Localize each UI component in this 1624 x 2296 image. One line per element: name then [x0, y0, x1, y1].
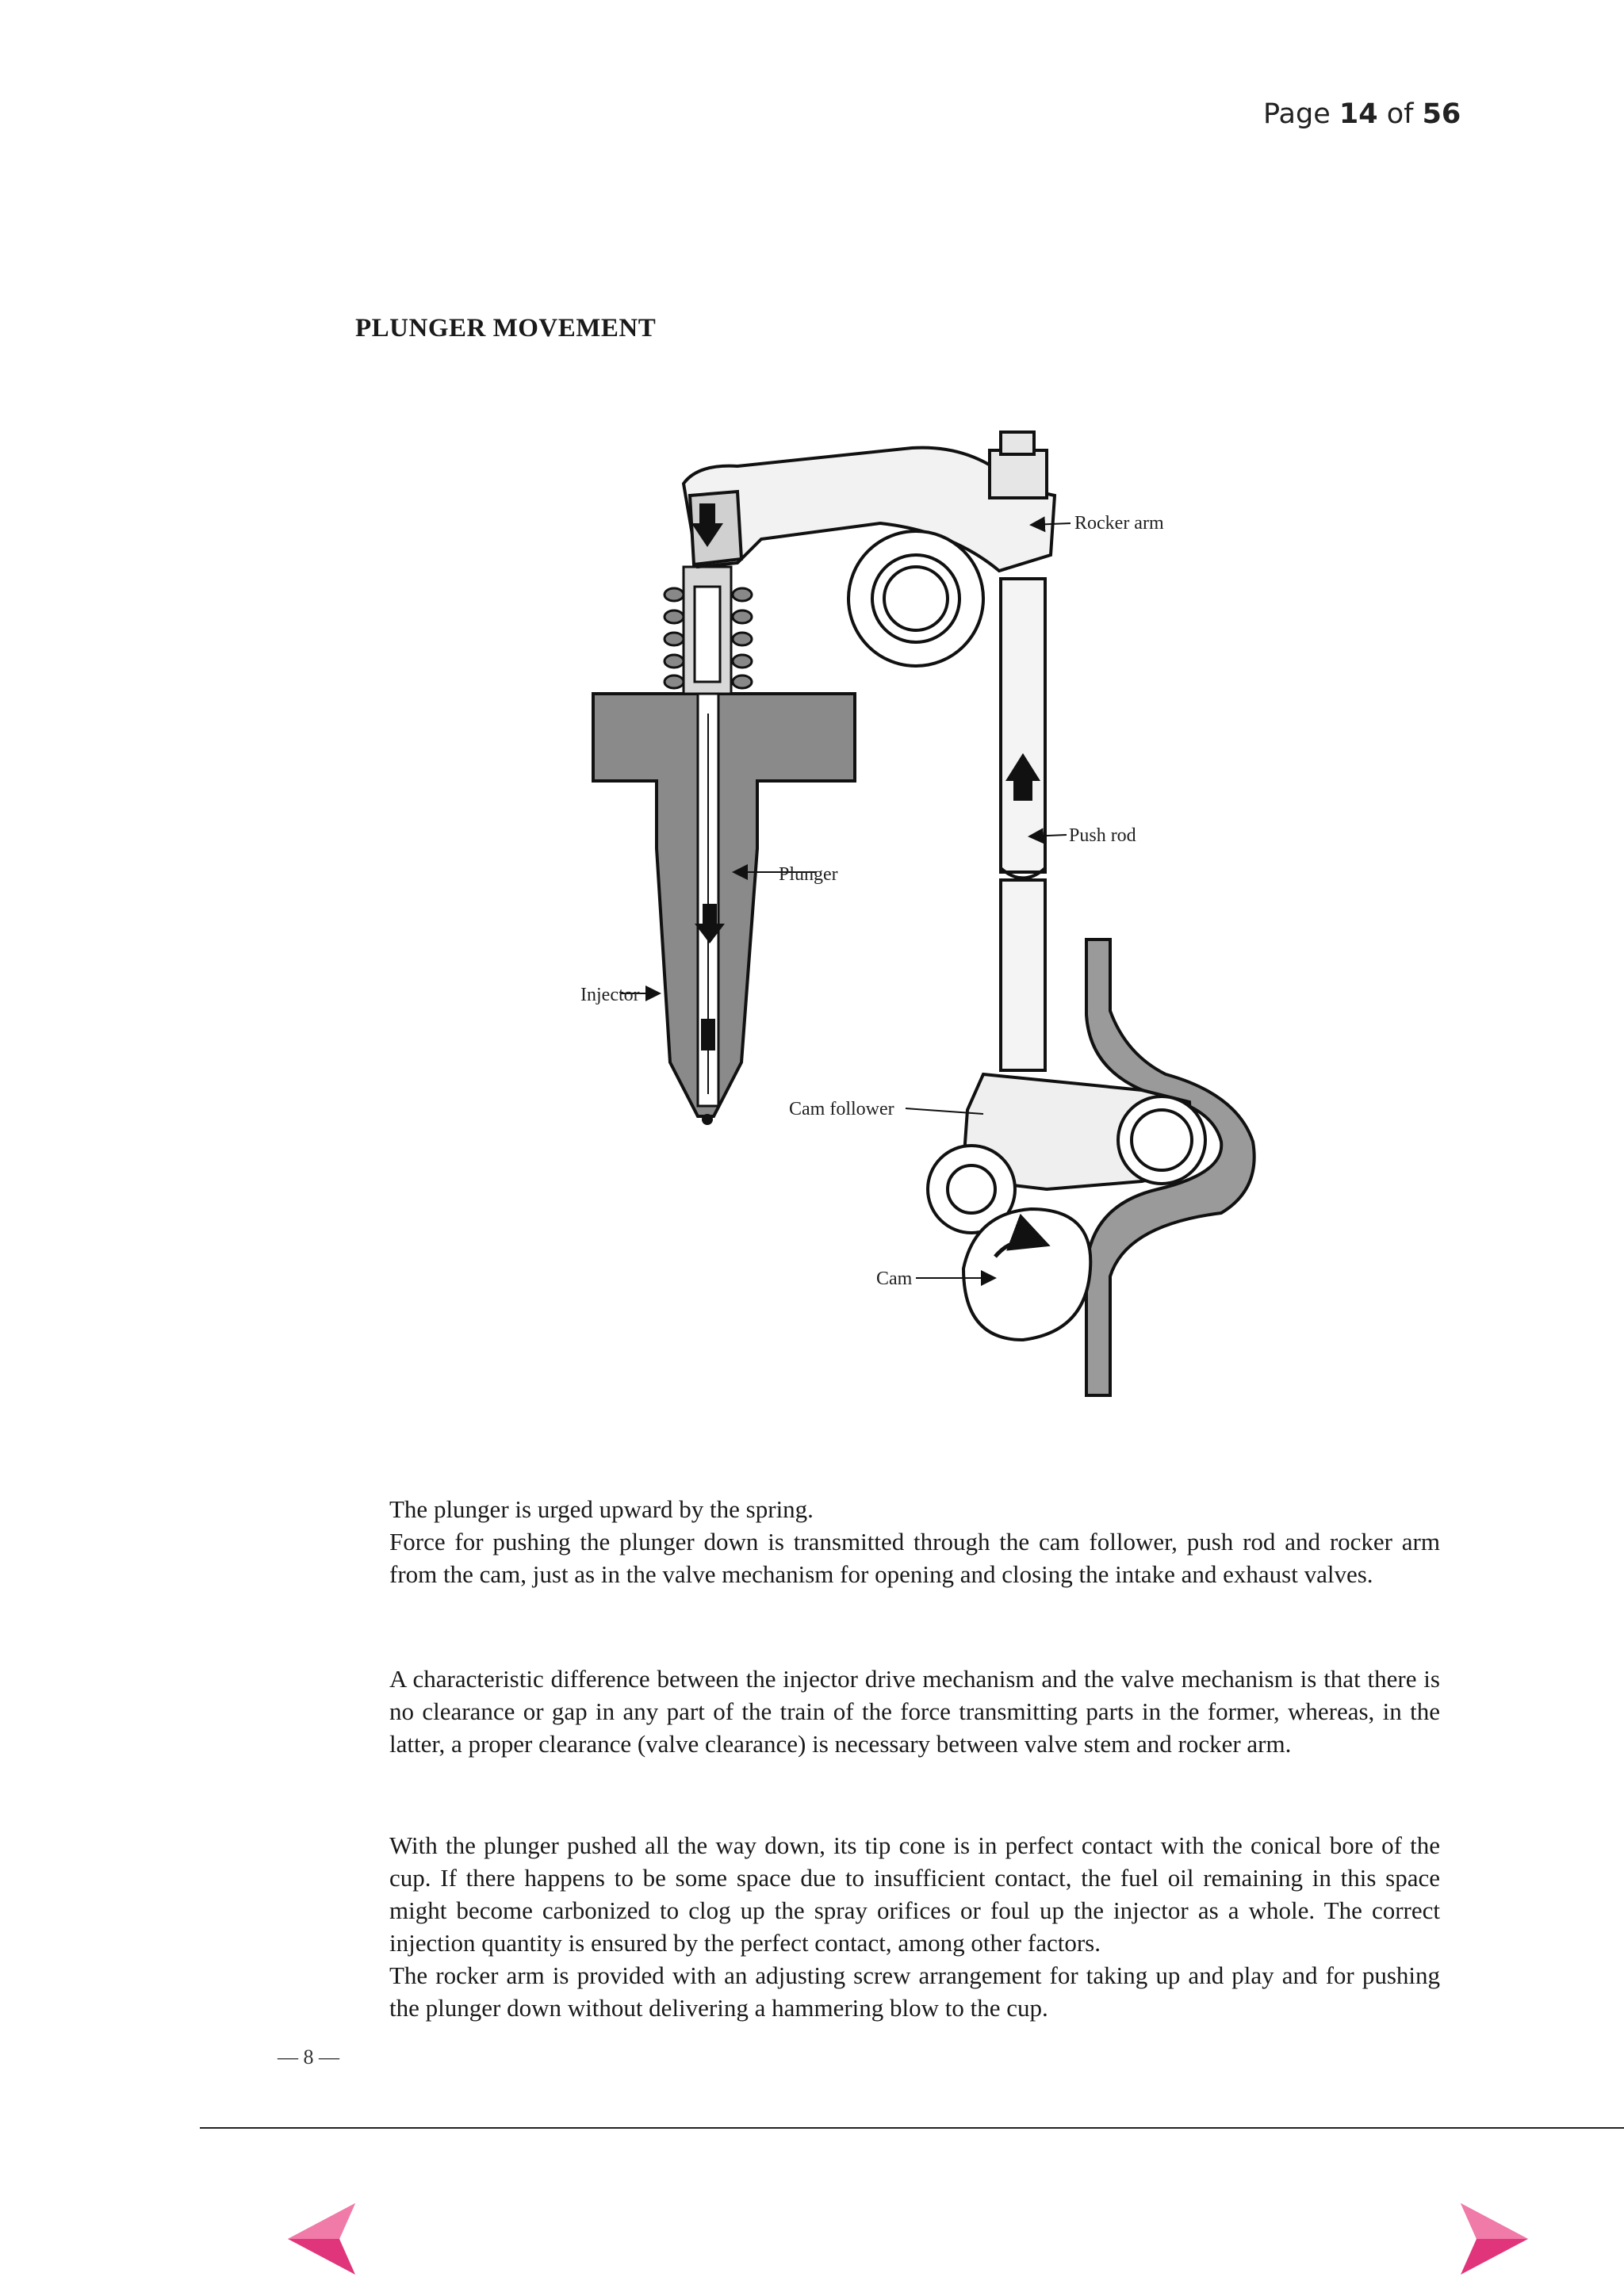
paragraph: The rocker arm is provided with an adjusting screw arrangement for taking up and play and for pushing the plunger down without delivering a hammering blow to the cup.: [389, 1961, 1440, 2022]
paragraph: With the plunger pushed all the way down, its tip cone is in perfect contact with the conical bore of the cup. If there happens to be some space due to insufficient contact, the fuel oil remaining in this space might become carbonized to clog up the spray orifices or foul up the injector as a whole. The correct injection quantity is ensured by the perfect contact, among other factors.: [389, 1831, 1440, 1957]
paragraph: The plunger is urged upward by the spring.: [389, 1495, 814, 1523]
paragraph-group-3: [389, 1829, 1440, 2024]
paragraph-group-1: [389, 1493, 1440, 1590]
label-plunger: Plunger: [779, 864, 838, 885]
label-rocker-arm: Rocker arm: [1074, 513, 1164, 534]
footer-divider: [200, 2127, 1624, 2129]
label-cam: Cam: [876, 1269, 913, 1289]
previous-page-button[interactable]: [284, 2199, 363, 2279]
label-injector: Injector: [580, 985, 640, 1005]
label-push-rod: Push rod: [1069, 825, 1136, 846]
paragraph-group-2: [389, 1663, 1440, 1760]
page-prefix: Page: [1263, 98, 1339, 130]
rocker-arm: [684, 432, 1055, 666]
page-total: 56: [1422, 98, 1461, 130]
arrow-right-icon: [1453, 2199, 1532, 2279]
spring-assembly: [665, 567, 752, 694]
section-title: PLUNGER MOVEMENT: [355, 314, 657, 342]
cam: [963, 1209, 1090, 1340]
page-separator: of: [1377, 98, 1423, 130]
paragraph: A characteristic difference between the injector drive mechanism and the valve mechanism is that there is no clearance or gap in any part of the train of the force transmitting parts in the former, whereas, in the latter, a proper clearance (valve clearance) is necessary between valve stem and rocker arm.: [389, 1665, 1440, 1758]
arrow-left-icon: [284, 2199, 363, 2279]
injector-body: [593, 694, 855, 1125]
paragraph: Force for pushing the plunger down is transmitted through the cam follower, push rod and rocker arm from the cam, just as in the valve mechanism for opening and closing the intake and exhaust valves.: [389, 1528, 1440, 1588]
push-rod: [1001, 579, 1045, 1070]
next-page-button[interactable]: [1453, 2199, 1532, 2279]
printed-page-number: — 8 —: [278, 2045, 339, 2068]
page-current: 14: [1339, 98, 1378, 130]
label-cam-follower: Cam follower: [789, 1099, 894, 1119]
